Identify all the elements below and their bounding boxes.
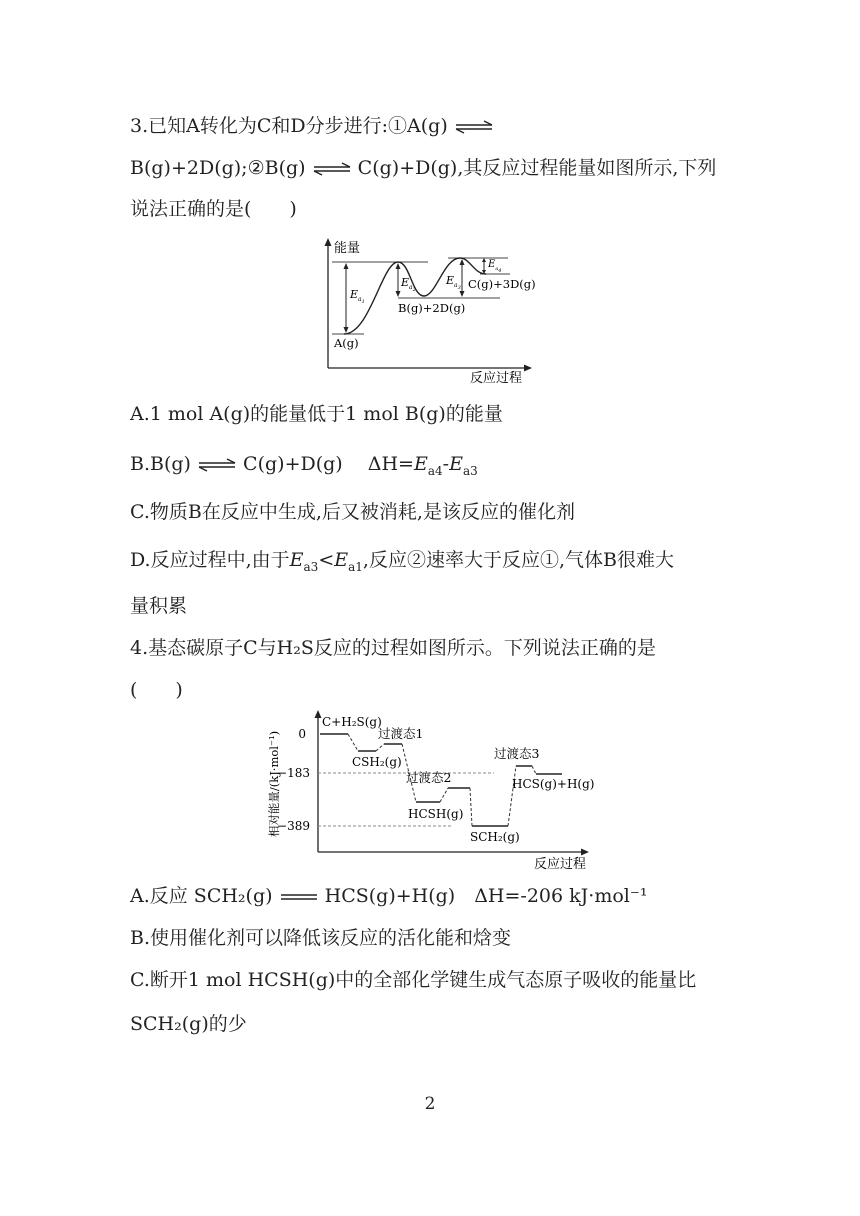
q4-option-b [130, 926, 511, 950]
subscript: a3 [303, 559, 319, 574]
q4-option-c [130, 968, 696, 992]
q3-option-d [130, 548, 674, 579]
subscript: a3 [462, 463, 478, 478]
reversible-arrow-icon [454, 120, 494, 134]
option-text: B.B(g) [130, 453, 191, 475]
sch2-label: SCH₂(g) [470, 830, 520, 844]
option-text: B.使用催化剂可以降低该反应的活化能和焓变 [130, 927, 512, 949]
q3-stem-text: C(g)+D(g),其反应过程能量如图所示,下列 [357, 157, 717, 179]
q3-option-d-line2 [130, 594, 187, 618]
x-axis-label: 反应过程 [470, 371, 523, 386]
q3-stem-line3 [130, 197, 297, 221]
q4-stem-line2 [130, 678, 183, 702]
q4-stem-text: 4.基态碳原子C与H₂S反应的过程如图所示。下列说法正确的是 [130, 637, 656, 659]
ea2-label: $E_a2$ [401, 276, 416, 293]
q3-stem-text: 3.已知A转化为C和D分步进行:①A(g) [130, 115, 448, 137]
hcsh-label: HCSH(g) [408, 807, 464, 821]
option-text: D.反应过程中,由于 [130, 549, 290, 571]
energy-symbol: E [413, 453, 428, 475]
species-B-label: B(g)+2D(g) [398, 301, 466, 315]
energy-symbol: E [449, 453, 463, 475]
end-species-label: HCS(g)+H(g) [512, 777, 595, 791]
energy-symbol: E [334, 549, 349, 571]
csh2-label: CSH₂(g) [352, 755, 402, 769]
q3-energy-diagram [320, 236, 540, 386]
species-A-label: A(g) [334, 336, 359, 350]
q3-stem-text: 说法正确的是( ) [130, 198, 297, 220]
subscript: a1 [348, 559, 363, 574]
y-tick-label: −389 [277, 819, 310, 833]
q4-stem-text: ( ) [130, 679, 183, 701]
transition-state-3-label: 过渡态3 [494, 746, 540, 761]
option-text: HCS(g)+H(g) ΔH=-206 kJ·mol⁻¹ [324, 885, 648, 907]
option-text: 量积累 [130, 595, 188, 617]
q3-stem-line1 [130, 114, 494, 138]
q3-option-b [130, 452, 478, 483]
q4-stem-line1 [130, 636, 656, 660]
page-number: 2 [424, 1094, 436, 1114]
option-text: A.1 mol A(g)的能量低于1 mol B(g)的能量 [130, 403, 503, 425]
species-C-label: C(g)+3D(g) [468, 277, 536, 291]
option-text: ,反应②速率大于反应①,气体B很难大 [362, 549, 674, 571]
y-tick-label: −183 [277, 766, 310, 780]
y-axis-label: 相对能量/(kJ·mol⁻¹) [267, 730, 281, 838]
reversible-arrow-icon [197, 458, 237, 472]
q3-option-c [130, 500, 575, 524]
y-tick-label: 0 [298, 727, 306, 741]
energy-symbol: E [289, 549, 304, 571]
q4-energy-diagram [262, 706, 602, 876]
reversible-arrow-icon [312, 162, 352, 176]
q3-option-a [130, 402, 503, 426]
option-text: C.断开1 mol HCSH(g)中的全部化学键生成气态原子吸收的能量比 [130, 969, 697, 991]
less-than-sign: < [318, 549, 335, 571]
equals-arrow-icon [279, 890, 319, 904]
q3-stem-text: B(g)+2D(g);②B(g) [130, 157, 306, 179]
ea3-label: $E_a3$ [446, 274, 461, 291]
ea1-label: $E_a1$ [350, 288, 365, 305]
x-axis-label: 反应过程 [534, 857, 587, 872]
minus-sign: - [442, 453, 450, 475]
option-text: A.反应 SCH₂(g) [130, 885, 273, 907]
q3-stem-line2 [130, 156, 716, 180]
transition-state-2-label: 过渡态2 [406, 770, 452, 785]
transition-state-1-label: 过渡态1 [378, 726, 424, 741]
q4-option-a [130, 884, 648, 908]
option-text: C.物质B在反应中生成,后又被消耗,是该反应的催化剂 [130, 501, 575, 523]
y-axis-label: 能量 [334, 241, 361, 256]
ea4-label: $E_{a4}$ [488, 259, 502, 274]
option-text: SCH₂(g)的少 [130, 1013, 247, 1035]
start-species-label: C+H₂S(g) [322, 715, 382, 729]
option-text: C(g)+D(g) ΔH= [243, 453, 414, 475]
q4-option-c-line2 [130, 1012, 247, 1036]
subscript: a4 [427, 463, 443, 478]
